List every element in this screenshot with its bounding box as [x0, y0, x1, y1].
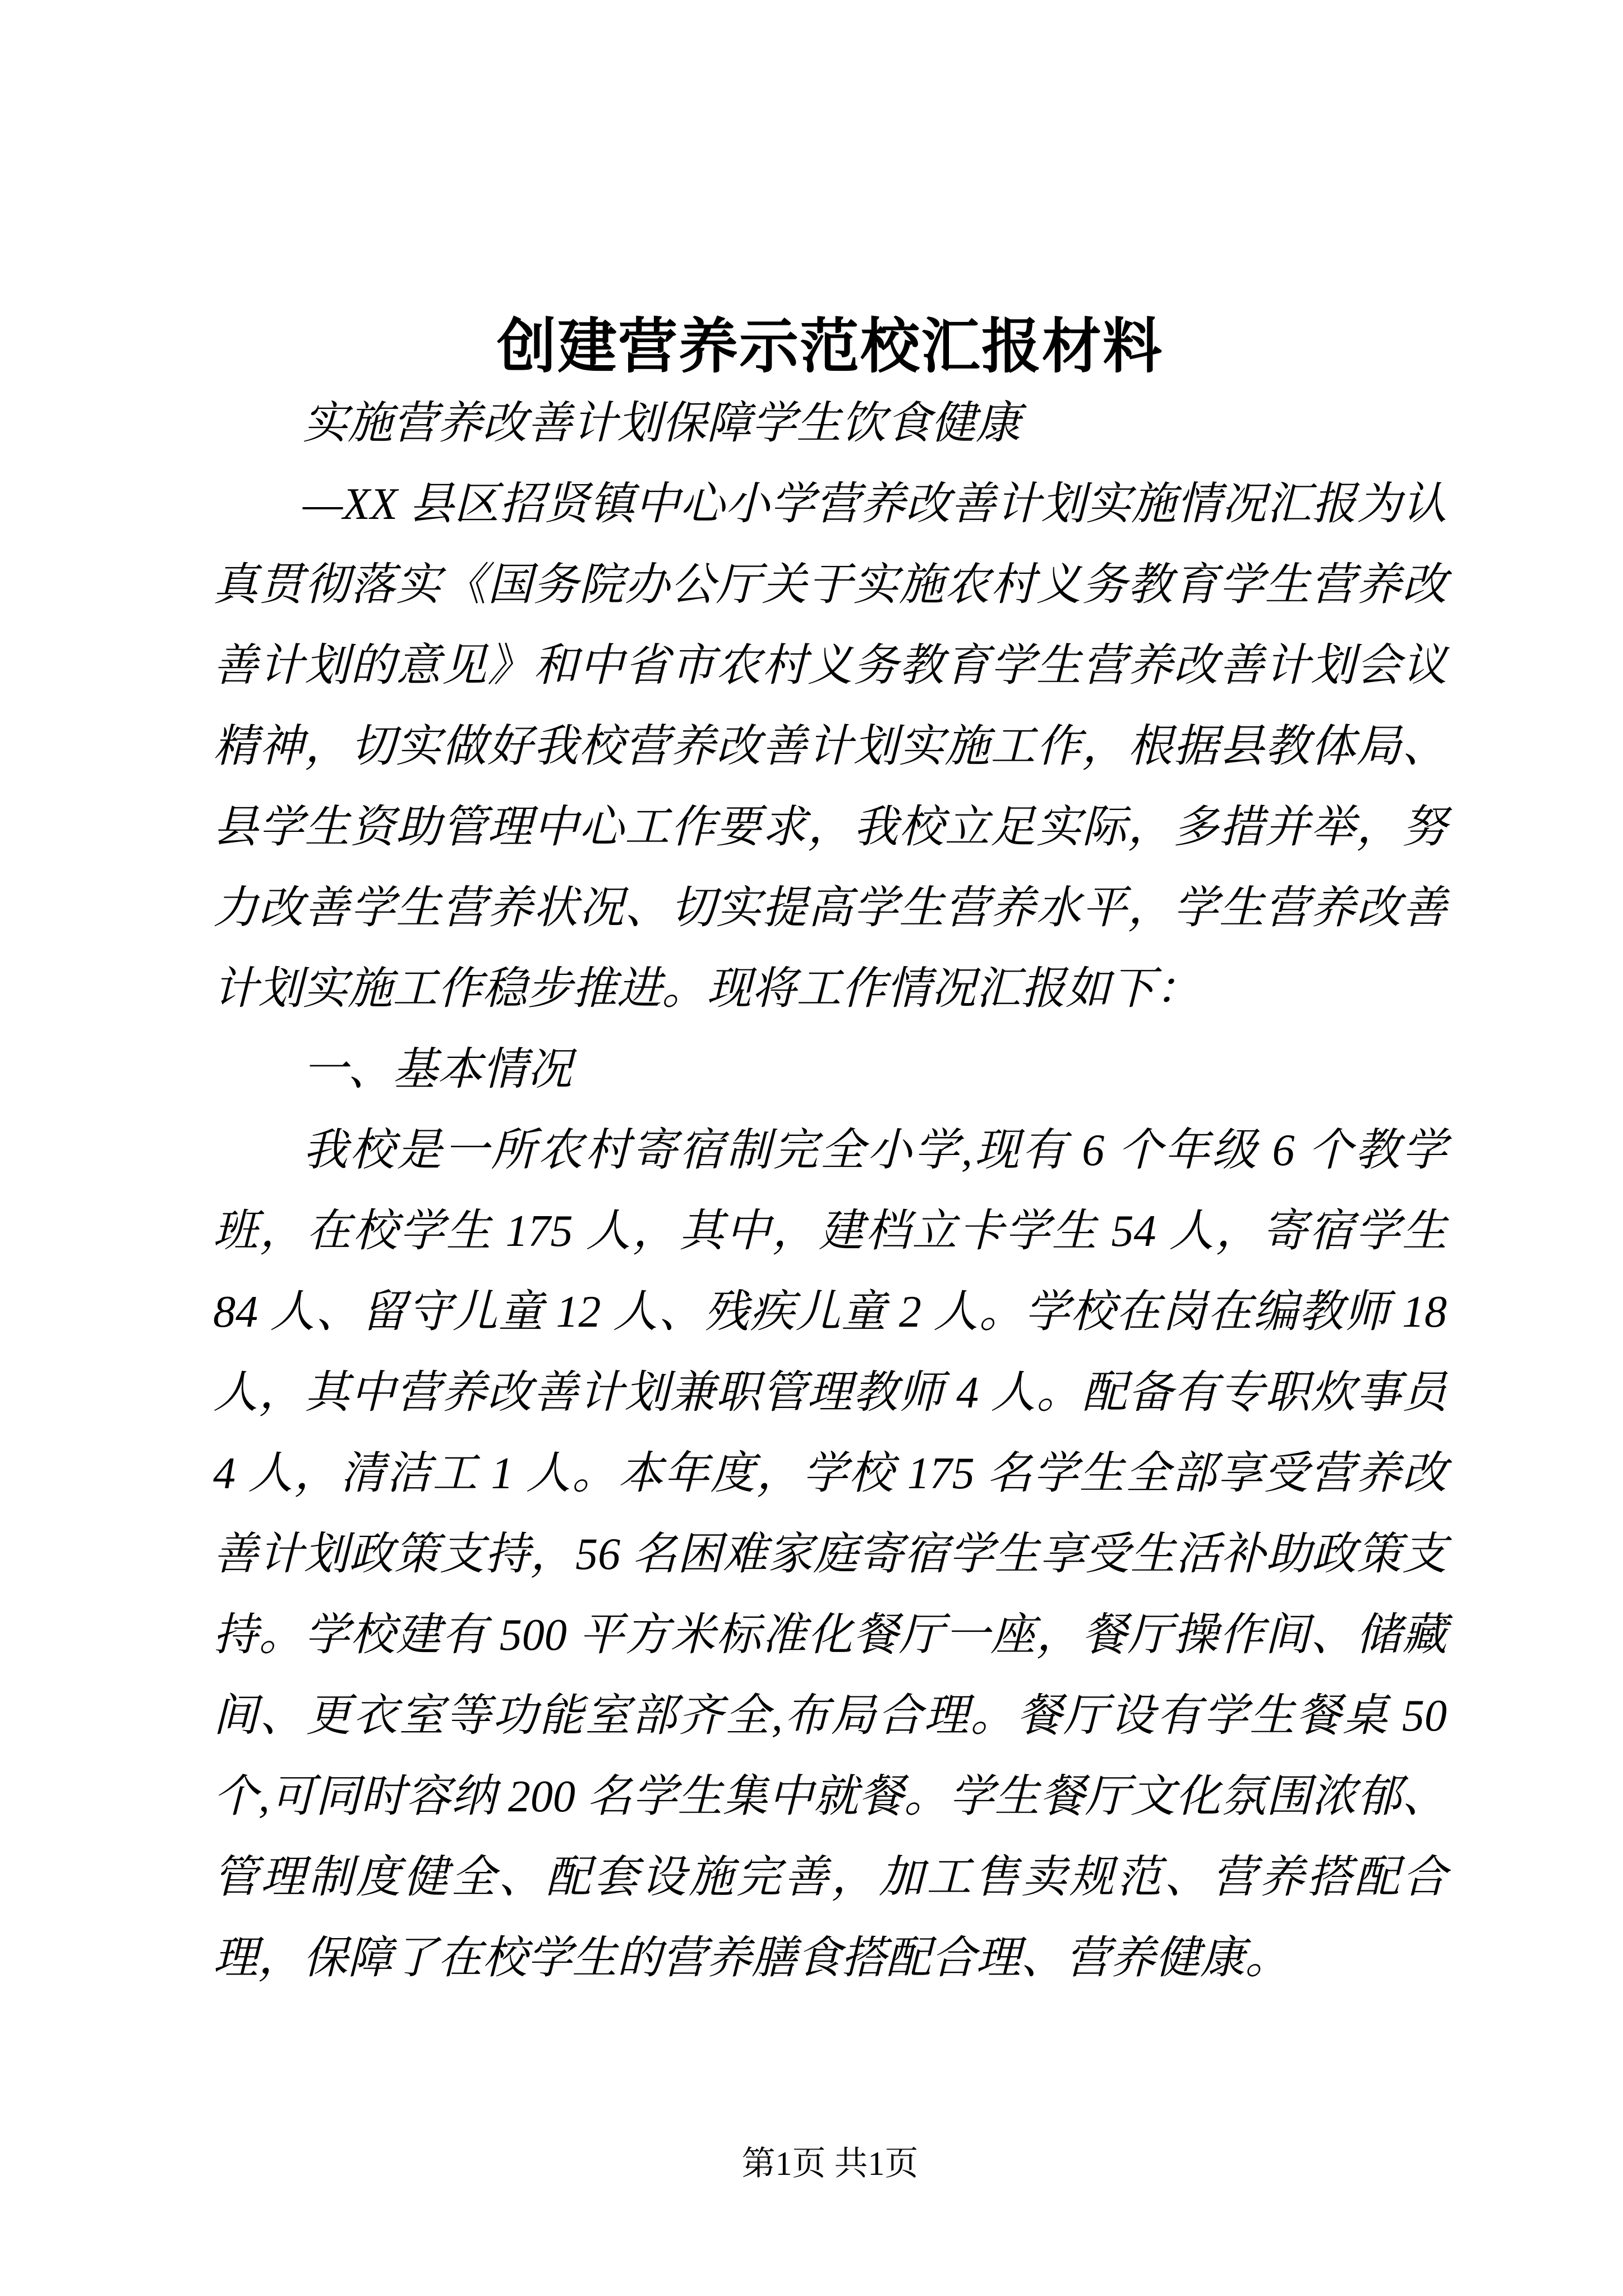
document-title: 创建营养示范校汇报材料 [497, 314, 1163, 380]
page-number-indicator: 第1页 共1页 [741, 2145, 919, 2182]
intro-paragraph: —XX 县区招贤镇中心小学营养改善计划实施情况汇报为认真贯彻落实《国务院办公厅关于实施农村义务教育学生营养改善计划的意见》和中省市农村义务教育学生营养改善计划会议精神，切实做好我校营养改善计划实施工作，根据县教体局、县学生资助管理中心工作要求，我校立足实际，多措并举，努力改善学生营养状况、切实提高学生营养水平，学生营养改善计划实施工作稳步推进。现将工作情况汇报如下： [213, 480, 1447, 1014]
section-heading: 一、基本情况 [303, 1045, 572, 1094]
document-subtitle: 实施营养改善计划保障学生饮食健康 [303, 399, 1021, 448]
document-body [213, 383, 1447, 1999]
section-body-paragraph: 我校是一所农村寄宿制完全小学,现有 6 个年级 6 个教学班，在校学生 175 人，其中，建档立卡学生 54 人，寄宿学生 84 人、留守儿童 12 人、残疾儿童 2 人。学校在岗在编教师 18 人，其中营养改善计划兼职管理教师 4 人。配备有专职炊事员 4 人，清洁工 1 人。本年度，学校 175 名学生全部享受营养改善计划政策支持，56 名困难家庭寄宿学生享受生活补助政策支持。学校建有 500 平方米标准化餐厅一座，餐厅操作间、储藏间、更衣室等功能室部齐全,布局合理。餐厅设有学生餐桌 50 个,可同时容纳 200 名学生集中就餐。学生餐厅文化氛围浓郁、管理制度健全、配套设施完善，加工售卖规范、营养搭配合理，保障了在校学生的营养膳食搭配合理、营养健康。 [213, 1126, 1447, 1983]
